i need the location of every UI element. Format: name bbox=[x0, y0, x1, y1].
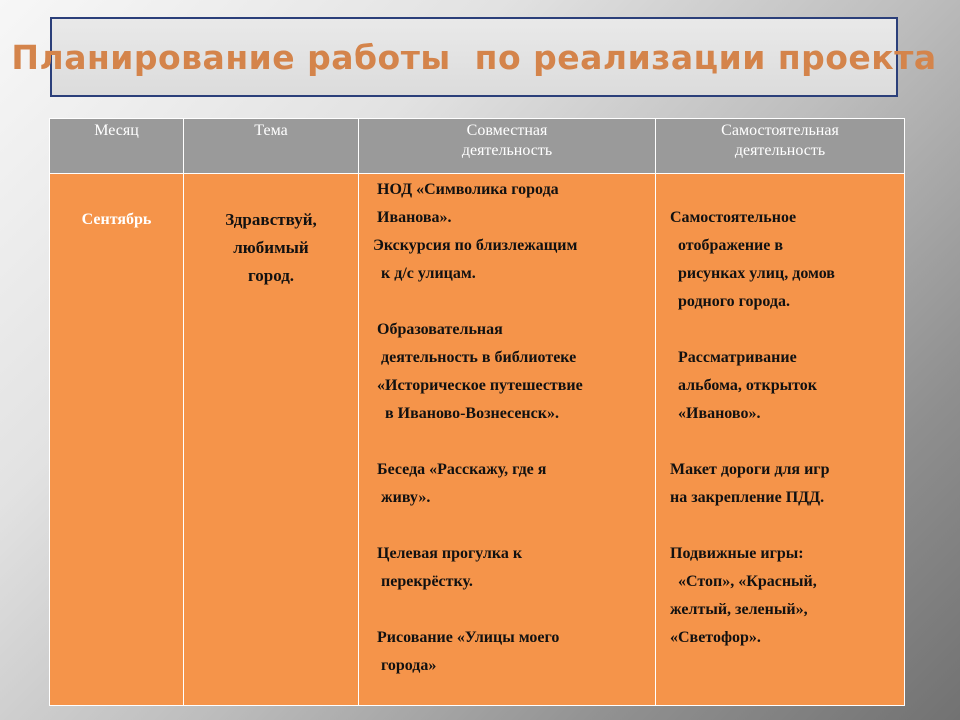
planning-table bbox=[49, 118, 905, 706]
title-box bbox=[11, 17, 937, 97]
cell-topic: Здравствуй, любимый город. bbox=[184, 174, 359, 706]
cell-independent-activity: Самостоятельное отображение в рисунках улиц, домов родного города. Рассматривание альбома, открыток «Иваново». Макет дороги для игр на закрепление ПДД. Подвижные игры: «Стоп», «Красный, желтый, зеленый», «Светофор». bbox=[656, 174, 905, 706]
table-header-row bbox=[50, 119, 905, 174]
cell-joint-activity: НОД «Символика города Иванова». Экскурсия по близлежащим к д/с улицам. Образовательная деятельность в библиотеке «Историческое путешествие в Иваново-Вознесенск». Беседа «Расскажу, где я живу». Целевая прогулка к перекрёстку. Рисование «Улицы моего города» bbox=[359, 174, 656, 706]
header-topic: Тема bbox=[184, 119, 359, 174]
cell-month bbox=[50, 174, 184, 706]
header-independent-activity: Самостоятельная деятельность bbox=[656, 119, 905, 174]
month-label: Сентябрь bbox=[81, 211, 152, 228]
table-row bbox=[50, 174, 905, 706]
slide-title: Планирование работы по реализации проекта bbox=[11, 37, 937, 77]
header-joint-activity: Совместная деятельность bbox=[359, 119, 656, 174]
header-month: Месяц bbox=[50, 119, 184, 174]
